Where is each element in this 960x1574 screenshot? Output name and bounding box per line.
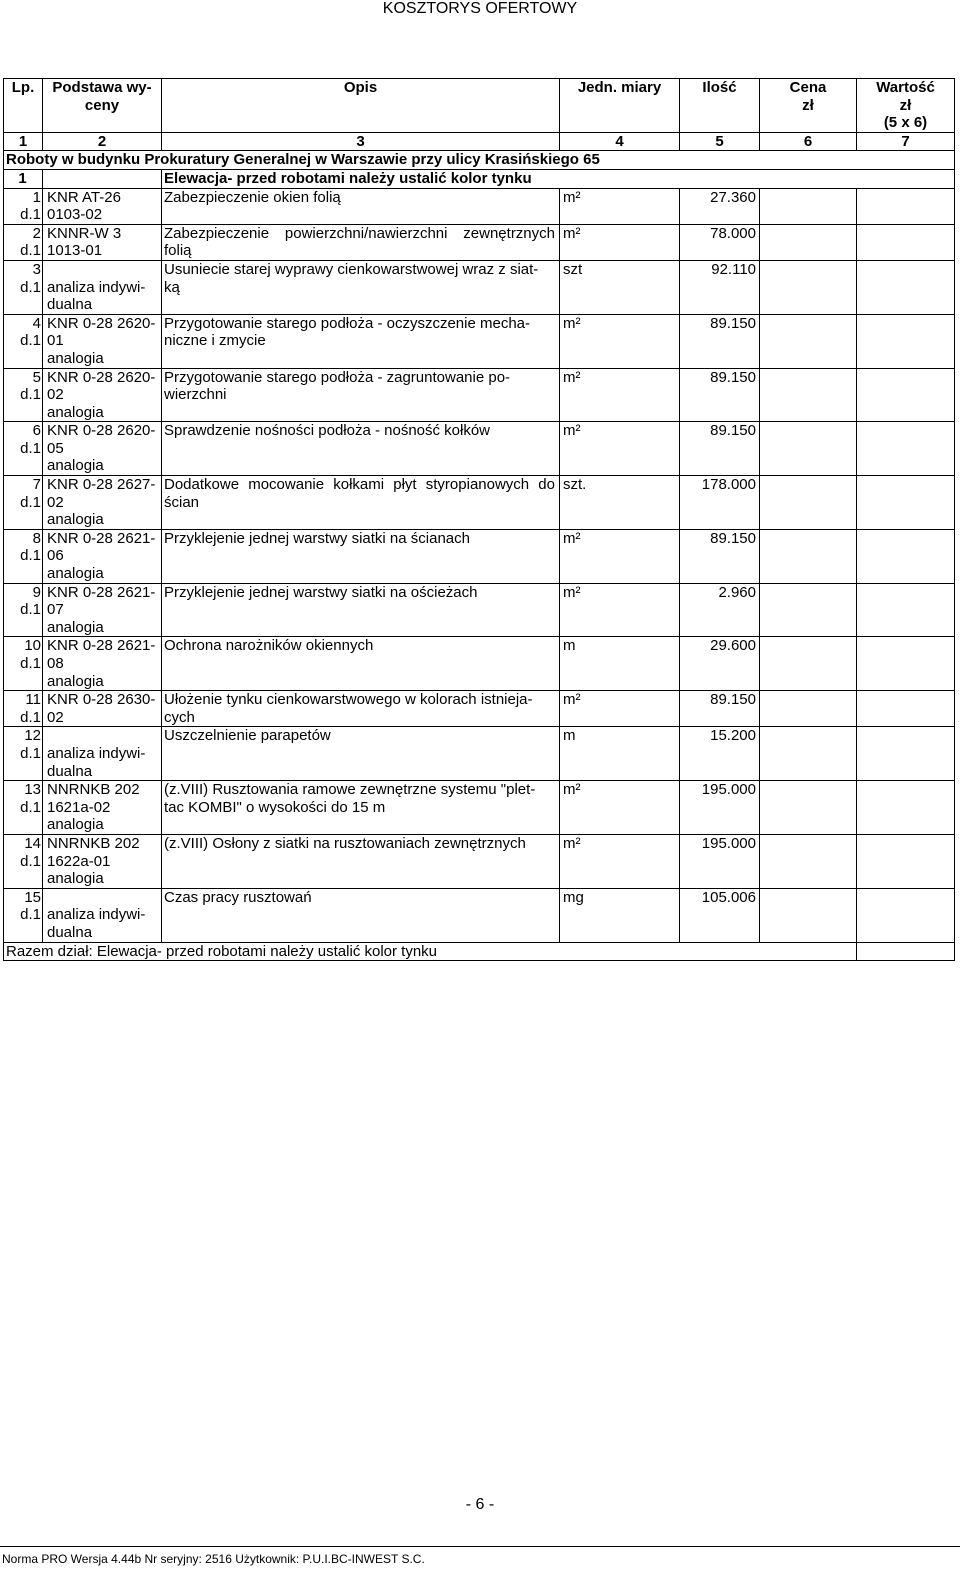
item-basis: NNRNKB 202 1621a-02 analogia — [43, 781, 162, 835]
item-price — [760, 368, 857, 422]
item-description: Przygotowanie starego podłoża - oczyszczenie mecha- niczne i zmycie — [162, 314, 560, 368]
item-quantity: 178.000 — [680, 476, 760, 530]
item-unit: m² — [560, 691, 680, 727]
item-unit: m² — [560, 314, 680, 368]
item-price — [760, 637, 857, 691]
item-basis: KNR 0-28 2621- 07 analogia — [43, 583, 162, 637]
column-number: 5 — [680, 132, 760, 151]
item-value — [857, 260, 955, 314]
item-price — [760, 691, 857, 727]
item-price — [760, 260, 857, 314]
item-lp: 7 d.1 — [4, 476, 43, 530]
item-lp: 1 d.1 — [4, 188, 43, 224]
item-description: Usuniecie starej wyprawy cienkowarstwowej wraz z siat- ką — [162, 260, 560, 314]
item-price — [760, 529, 857, 583]
item-quantity: 27.360 — [680, 188, 760, 224]
table-row — [4, 476, 955, 530]
item-quantity: 195.000 — [680, 781, 760, 835]
table-row — [4, 188, 955, 224]
column-number: 2 — [43, 132, 162, 151]
item-value — [857, 637, 955, 691]
item-unit: m² — [560, 422, 680, 476]
header-row — [4, 79, 955, 133]
item-price — [760, 834, 857, 888]
item-description: Uszczelnienie parapetów — [162, 727, 560, 781]
item-quantity: 105.006 — [680, 888, 760, 942]
item-value — [857, 691, 955, 727]
item-lp: 4 d.1 — [4, 314, 43, 368]
item-quantity: 29.600 — [680, 637, 760, 691]
item-quantity: 195.000 — [680, 834, 760, 888]
item-value — [857, 583, 955, 637]
table-row — [4, 834, 955, 888]
item-quantity: 89.150 — [680, 314, 760, 368]
item-lp: 9 d.1 — [4, 583, 43, 637]
item-basis: analiza indywi- dualna — [43, 260, 162, 314]
item-value — [857, 476, 955, 530]
table-row — [4, 529, 955, 583]
item-unit: m² — [560, 781, 680, 835]
item-description: Przygotowanie starego podłoża - zagruntowanie po- wierzchni — [162, 368, 560, 422]
item-value — [857, 727, 955, 781]
item-quantity: 78.000 — [680, 224, 760, 260]
object-title-row — [4, 151, 955, 170]
item-price — [760, 583, 857, 637]
header-basis: Podstawa wy- ceny — [43, 79, 162, 133]
item-price — [760, 888, 857, 942]
column-number: 6 — [760, 132, 857, 151]
header-opis: Opis — [162, 79, 560, 133]
header-cena: Cena zł — [760, 79, 857, 133]
item-basis: KNR 0-28 2627- 02 analogia — [43, 476, 162, 530]
footer-divider — [0, 1546, 960, 1547]
item-unit: m² — [560, 224, 680, 260]
item-value — [857, 314, 955, 368]
item-price — [760, 727, 857, 781]
item-value — [857, 422, 955, 476]
item-unit: m² — [560, 188, 680, 224]
item-value — [857, 188, 955, 224]
item-quantity: 89.150 — [680, 422, 760, 476]
item-basis: KNR 0-28 2620- 02 analogia — [43, 368, 162, 422]
header-ilosc: Ilość — [680, 79, 760, 133]
item-description: Przyklejenie jednej warstwy siatki na ościeżach — [162, 583, 560, 637]
table-row — [4, 224, 955, 260]
column-number: 1 — [4, 132, 43, 151]
section-total-label: Razem dział: Elewacja- przed robotami należy ustalić kolor tynku — [4, 942, 857, 961]
table-row — [4, 314, 955, 368]
item-description: Ułożenie tynku cienkowarstwowego w kolorach istnieja- cych — [162, 691, 560, 727]
item-basis: KNR 0-28 2630- 02 — [43, 691, 162, 727]
item-basis: KNR 0-28 2621- 06 analogia — [43, 529, 162, 583]
item-quantity: 89.150 — [680, 368, 760, 422]
table-row — [4, 260, 955, 314]
item-lp: 8 d.1 — [4, 529, 43, 583]
header-wartosc: Wartość zł (5 x 6) — [857, 79, 955, 133]
item-quantity: 89.150 — [680, 691, 760, 727]
item-lp: 12 d.1 — [4, 727, 43, 781]
item-price — [760, 224, 857, 260]
item-lp: 3 d.1 — [4, 260, 43, 314]
section-number: 1 — [4, 169, 43, 188]
column-number: 7 — [857, 132, 955, 151]
item-basis: analiza indywi- dualna — [43, 727, 162, 781]
section-total-value — [857, 942, 955, 961]
software-info: Norma PRO Wersja 4.44b Nr seryjny: 2516 Użytkownik: P.U.I.BC-INWEST S.C. — [2, 1552, 425, 1566]
item-basis: KNR AT-26 0103-02 — [43, 188, 162, 224]
item-description: (z.VIII) Osłony z siatki na rusztowaniach zewnętrznych — [162, 834, 560, 888]
item-quantity: 2.960 — [680, 583, 760, 637]
item-description: Zabezpieczenie okien folią — [162, 188, 560, 224]
item-unit: m² — [560, 583, 680, 637]
item-lp: 6 d.1 — [4, 422, 43, 476]
table-row — [4, 691, 955, 727]
page-number: - 6 - — [465, 1496, 495, 1513]
item-price — [760, 314, 857, 368]
item-description: Zabezpieczenie powierzchni/nawierzchni zewnętrznych folią — [162, 224, 560, 260]
table-row — [4, 727, 955, 781]
item-price — [760, 476, 857, 530]
object-title: Roboty w budynku Prokuratury Generalnej w Warszawie przy ulicy Krasińskiego 65 — [4, 151, 955, 170]
column-number: 4 — [560, 132, 680, 151]
item-unit: m — [560, 727, 680, 781]
item-value — [857, 888, 955, 942]
item-description: Czas pracy rusztowań — [162, 888, 560, 942]
item-price — [760, 188, 857, 224]
item-quantity: 15.200 — [680, 727, 760, 781]
item-unit: m² — [560, 834, 680, 888]
item-basis: KNR 0-28 2620- 05 analogia — [43, 422, 162, 476]
item-value — [857, 224, 955, 260]
item-unit: m² — [560, 529, 680, 583]
item-unit: mg — [560, 888, 680, 942]
item-basis: analiza indywi- dualna — [43, 888, 162, 942]
item-lp: 2 d.1 — [4, 224, 43, 260]
column-number: 3 — [162, 132, 560, 151]
item-unit: m — [560, 637, 680, 691]
table-row — [4, 583, 955, 637]
table-row — [4, 637, 955, 691]
item-quantity: 92.110 — [680, 260, 760, 314]
item-unit: szt. — [560, 476, 680, 530]
item-basis: NNRNKB 202 1622a-01 analogia — [43, 834, 162, 888]
table-row — [4, 781, 955, 835]
item-quantity: 89.150 — [680, 529, 760, 583]
table-row — [4, 888, 955, 942]
table-row — [4, 368, 955, 422]
header-jm: Jedn. miary — [560, 79, 680, 133]
item-value — [857, 781, 955, 835]
item-lp: 5 d.1 — [4, 368, 43, 422]
item-price — [760, 422, 857, 476]
item-lp: 15 d.1 — [4, 888, 43, 942]
item-description: Ochrona narożników okiennych — [162, 637, 560, 691]
item-price — [760, 781, 857, 835]
item-lp: 11 d.1 — [4, 691, 43, 727]
item-lp: 10 d.1 — [4, 637, 43, 691]
table-row — [4, 422, 955, 476]
item-description: Dodatkowe mocowanie kołkami płyt styropianowych do ścian — [162, 476, 560, 530]
item-value — [857, 529, 955, 583]
item-unit: szt — [560, 260, 680, 314]
item-description: Sprawdzenie nośności podłoża - nośność kołków — [162, 422, 560, 476]
item-value — [857, 834, 955, 888]
header-lp: Lp. — [4, 79, 43, 133]
section-title-row — [4, 169, 955, 188]
section-total-row — [4, 942, 955, 961]
section-title: Elewacja- przed robotami należy ustalić kolor tynku — [162, 169, 955, 188]
item-lp: 14 d.1 — [4, 834, 43, 888]
cost-estimate-table — [3, 78, 955, 961]
page-title: KOSZTORYS OFERTOWY — [382, 0, 578, 17]
item-description: Przyklejenie jednej warstwy siatki na ścianach — [162, 529, 560, 583]
item-basis: KNR 0-28 2620- 01 analogia — [43, 314, 162, 368]
column-numbers-row — [4, 132, 955, 151]
item-unit: m² — [560, 368, 680, 422]
item-description: (z.VIII) Rusztowania ramowe zewnętrzne systemu "plet- tac KOMBI" o wysokości do 15 m — [162, 781, 560, 835]
item-lp: 13 d.1 — [4, 781, 43, 835]
item-basis: KNR 0-28 2621- 08 analogia — [43, 637, 162, 691]
item-basis: KNNR-W 3 1013-01 — [43, 224, 162, 260]
item-value — [857, 368, 955, 422]
